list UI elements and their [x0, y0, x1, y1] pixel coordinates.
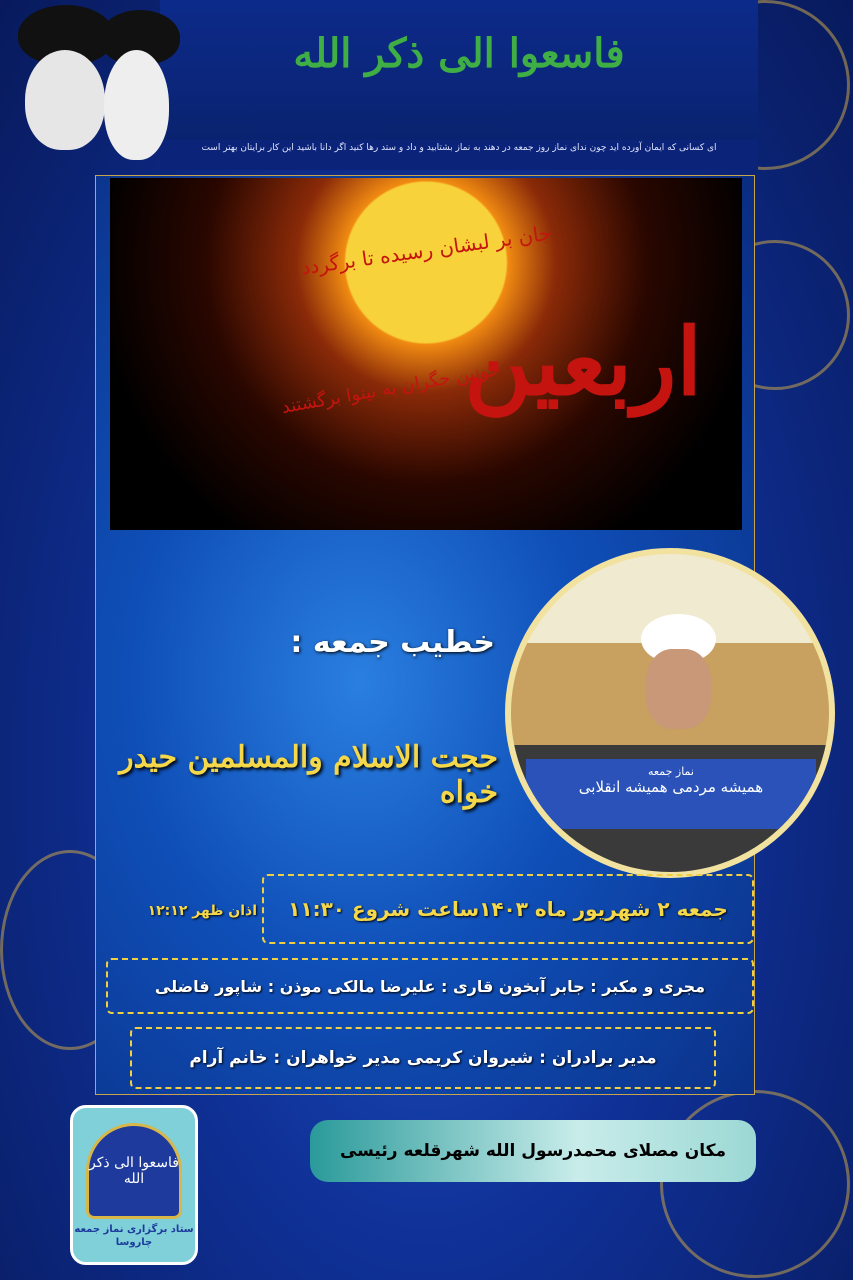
- logo-sub: چاروسا: [115, 1236, 153, 1248]
- photo-banner-small: نماز جمعه: [648, 765, 694, 778]
- header-banner: [160, 0, 758, 140]
- face: [104, 50, 169, 160]
- staff-line-1: مجری و مکبر : جابر آبخون قاری : علیرضا مالکی موذن : شاپور فاضلی: [154, 976, 706, 996]
- header-subtitle: ای کسانی که ایمان آورده اید چون ندای نماز روز جمعه در دهند به نماز بشتابید و داد و ستد رها کنید اگر دانا باشید این کار برایتان بهتر است: [160, 140, 758, 170]
- hero-title: اربعین: [464, 308, 702, 416]
- hero-line-2: خونین جگران به نینوا برگشتند: [279, 358, 502, 419]
- logo-calligraphy: فاسعوا الی ذکر الله: [86, 1123, 182, 1219]
- schedule-box: [262, 874, 754, 944]
- staff-box-2: [130, 1027, 716, 1089]
- leaders-portrait: [0, 0, 180, 160]
- face: [646, 649, 711, 729]
- logo-org: ستاد برگزاری نماز جمعه: [74, 1223, 194, 1235]
- preacher-label: خطیب جمعه :: [290, 625, 495, 660]
- adhan-time: اذان ظهر ۱۲:۱۲: [147, 903, 257, 919]
- arbaeen-image: [110, 178, 742, 530]
- face: [25, 50, 105, 150]
- ornament: [660, 1090, 850, 1278]
- staff-line-2: مدیر برادران : شیروان کریمی مدیر خواهران : خانم آرام: [189, 1048, 657, 1068]
- staff-box-1: [106, 958, 754, 1014]
- location-banner: مکان مصلای محمدرسول الله شهرقلعه رئیسی: [310, 1120, 756, 1182]
- preacher-photo: [505, 548, 835, 878]
- preacher-name: حجت الاسلام والمسلمین حیدر خواه: [119, 740, 498, 810]
- header-calligraphy: فاسعوا الی ذکر الله: [293, 30, 625, 77]
- hero-line-1: جان بر لبشان رسیده تا برگردد: [299, 220, 553, 280]
- friday-prayer-logo: [70, 1105, 198, 1265]
- photo-banner: [526, 759, 816, 829]
- schedule-main: جمعه ۲ شهریور ماه ۱۴۰۳ساعت شروع ۱۱:۳۰: [288, 897, 728, 921]
- photo-banner-text: همیشه مردمی همیشه انقلابی: [578, 778, 764, 796]
